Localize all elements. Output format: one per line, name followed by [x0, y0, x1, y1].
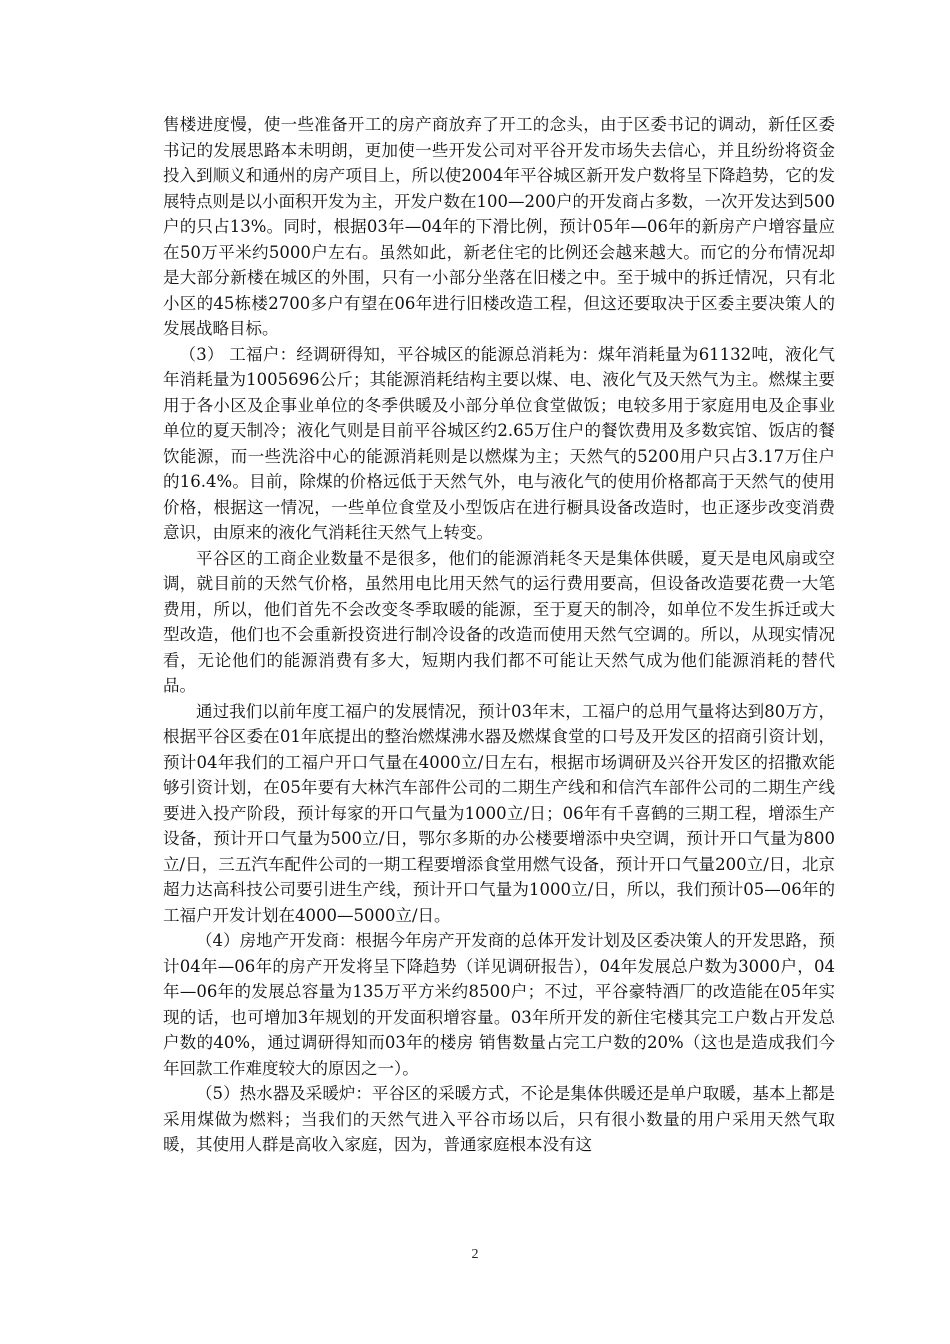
- paragraph-section-3: （3） 工福户：经调研得知，平谷城区的能源总消耗为：煤年消耗量为61132吨，液化气年消耗量为1005696公斤；其能源消耗结构主要以煤、电、液化气及天然气为主。燃煤主要用于各小区及企事业单位的冬季供暖及小部分单位食堂做饭；电较多用于家庭用电及企事业单位的夏天制冷；液化气则是目前平谷城区约2.65万住户的餐饮费用及多数宾馆、饭店的餐饮能源，而一些洗浴中心的能源消耗则是以燃煤为主；天然气的5200用户只占3.17万住户的16.4%。目前，除煤的价格远低于天然气外，电与液化气的使用价格都高于天然气的使用价格，根据这一情况，一些单位食堂及小型饭店在进行橱具设备改造时，也正逐步改变消费意识，由原来的液化气消耗往天然气上转变。: [163, 344, 835, 542]
- page-number: 2: [471, 1247, 479, 1262]
- body-text: [163, 112, 835, 1158]
- paragraph-section-4: （4）房地产开发商：根据今年房产开发商的总体开发计划及区委决策人的开发思路，预计04年—06年的房产开发将呈下降趋势（详见调研报告），04年发展总户数为3000户，04年—06年的发展总容量为135万平方米约8500户；不过，平谷豪特酒厂的改造能在05年实现的话，也可增加3年规划的开发面积增容量。03年所开发的新住宅楼其完工户数占开发总户数的40%，通过调研得知而03年的楼房 销售数量占完工户数的20%（这也是造成我们今年回款工作难度较大的原因之一）。: [163, 931, 835, 1078]
- paragraph-continuation: 售楼进度慢，使一些准备开工的房产商放弃了开工的念头，由于区委书记的调动，新任区委书记的发展思路本未明朗，更加使一些开发公司对平谷开发市场失去信心，并且纷纷将资金投入到顺义和通州的房产项目上，所以使2004年平谷城区新开发户数将呈下降趋势，它的发展特点则是以小面积开发为主，开发户数在100—200户的开发商占多数，一次开发达到500户的只占13%。同时，根据03年—04年的下滑比例，预计05年—06年的新房产户增容量应在50万平米约5000户左右。虽然如此，新老住宅的比例还会越来越大。而它的分布情况却是大部分新楼在城区的外围，只有一小部分坐落在旧楼之中。至于城中的拆迁情况，只有北小区的45栋楼2700多户有望在06年进行旧楼改造工程，但这还要取决于区委主要决策人的发展战略目标。: [163, 115, 835, 338]
- paragraph-forecast: 通过我们以前年度工福户的发展情况，预计03年末，工福户的总用气量将达到80万方，根据平谷区委在01年底提出的整治燃煤沸水器及燃煤食堂的口号及开发区的招商引资计划，预计04年我们的工福户开口气量在4000立/日左右，根据市场调研及兴谷开发区的招撒欢能够引资计划，在05年要有大林汽车部件公司的二期生产线和和信汽车部件公司的二期生产线要进入投产阶段，预计每家的开口气量为1000立/日；06年有千喜鹤的三期工程，增添生产设备，预计开口气量为500立/日，鄂尔多斯的办公楼要增添中央空调，预计开口气量为800立/日，三五汽车配件公司的一期工程要增添食堂用燃气设备，预计开口气量200立/日，北京超力达高科技公司要引进生产线，预计开口气量为1000立/日，所以，我们预计05—06年的工福户开发计划在4000—5000立/日。: [163, 701, 835, 925]
- paragraph-commercial-enterprises: 平谷区的工商企业数量不是很多，他们的能源消耗冬天是集体供暖，夏天是电风扇或空调，就目前的天然气价格，虽然用电比用天然气的运行费用要高，但设备改造要花费一大笔费用，所以，他们首先不会改变冬季取暖的能源，至于夏天的制冷，如单位不发生拆迁或大型改造，他们也不会重新投资进行制冷设备的改造而使用天然气空调的。所以，从现实情况看，无论他们的能源消费有多大，短期内我们都不可能让天然气成为他们能源消耗的替代品。: [163, 548, 835, 695]
- paragraph-section-5: （5）热水器及采暖炉：平谷区的采暖方式，不论是集体供暖还是单户取暖，基本上都是采用煤做为燃料；当我们的天然气进入平谷市场以后，只有很小数量的用户采用天然气取暖，其使用人群是高收入家庭，因为，普通家庭根本没有这: [163, 1084, 835, 1154]
